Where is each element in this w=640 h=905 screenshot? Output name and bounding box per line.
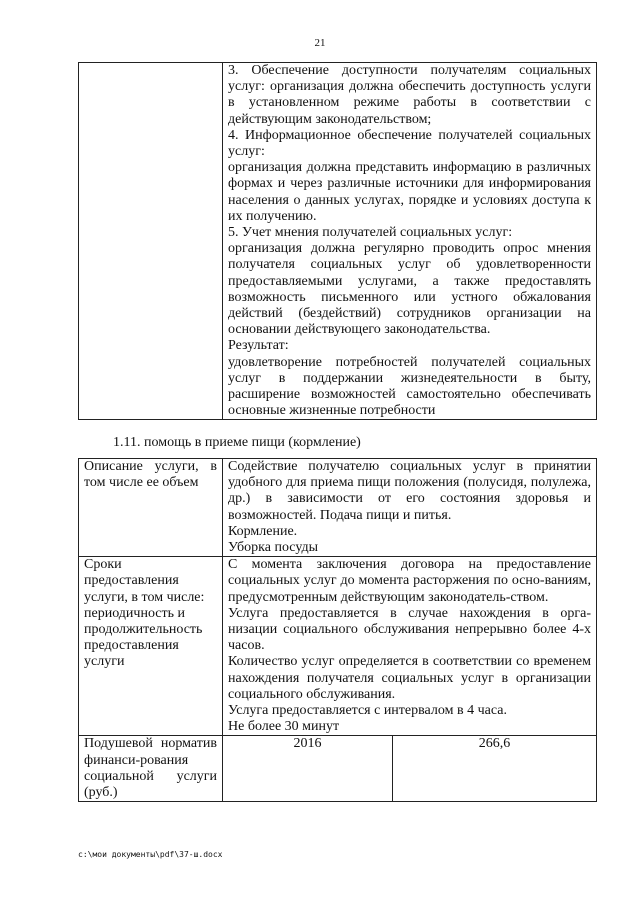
paragraph: 4. Информационное обеспечение получателей социальных услуг:	[228, 127, 591, 160]
file-path-footer: c:\мои документы\pdf\37-ш.docx	[78, 850, 223, 859]
paragraph: Содействие получателю социальных услуг в принятии удобного для приема пищи положения (полусидя, полулежа, др.) в зависимости от его состояния здоровья и возможностей. Подача пищи и питья.	[228, 459, 591, 523]
page-number: 21	[314, 37, 326, 49]
paragraph: организация должна регулярно проводить опрос мнения получателя социальных услуг об удовлетворенности предоставляемыми услугами, а также предоставлять возможность письменного или устного обжалования действий (бездействий) сотрудников организации на основании действующего законодательства.	[228, 241, 591, 338]
paragraph: Услуга предоставляется в случае нахождения в орга-низации социального обслуживания непрерывно более 4-х часов.	[228, 605, 591, 654]
table-row	[79, 736, 597, 802]
result-cell	[223, 63, 597, 420]
service-table	[78, 458, 597, 802]
paragraph: удовлетворение потребностей получателей социальных услуг в поддержании жизнедеятельности в быту, расширение возможностей самостоятельно обеспечивать основные жизненные потребности	[228, 354, 591, 419]
paragraph: Результат:	[228, 338, 289, 354]
row-label: Описание услуги, в том числе ее объем	[79, 459, 223, 557]
row-content	[223, 557, 597, 736]
paragraph: организация должна представить информацию в различных формах и через различные источники для информирования населения о данных услугах, порядке и условиях доступа к их получению.	[228, 160, 591, 224]
continuation-table	[78, 62, 597, 420]
paragraph: Количество услуг определяется в соответствии со временем нахождения получателя социальных услуг в организации социального обслуживания.	[228, 654, 591, 702]
year-cell: 2016	[223, 736, 393, 802]
table-row	[79, 459, 597, 557]
amount-cell: 266,6	[393, 736, 597, 802]
paragraph: Не более 30 минут	[228, 719, 340, 735]
row-label: Подушевой норматив финанси-рования социальной услуги (руб.)	[79, 736, 223, 802]
row-label: Сроки предоставления услуги, в том числе: периодичность и продолжительность предоставления услуги	[79, 557, 223, 736]
section-heading: 1.11. помощь в приеме пищи (кормление)	[113, 435, 361, 450]
empty-label-cell	[79, 63, 223, 420]
row-content	[223, 459, 597, 557]
paragraph: С момента заключения договора на предоставление социальных услуг до момента расторжения по осно-ваниям, предусмотренным действующим законодатель-ством.	[228, 557, 591, 605]
table-row	[79, 557, 597, 736]
paragraph: 3. Обеспечение доступности получателям социальных услуг: организация должна обеспечить доступность услуги в установленном режиме работы в соответствии с действующим законодательством;	[228, 63, 591, 127]
paragraph: Услуга предоставляется с интервалом в 4 часа.	[228, 703, 507, 719]
paragraph: Кормление.	[228, 523, 298, 539]
table-row	[79, 63, 597, 420]
paragraph: Уборка посуды	[228, 540, 318, 556]
paragraph: 5. Учет мнения получателей социальных услуг:	[228, 225, 513, 241]
